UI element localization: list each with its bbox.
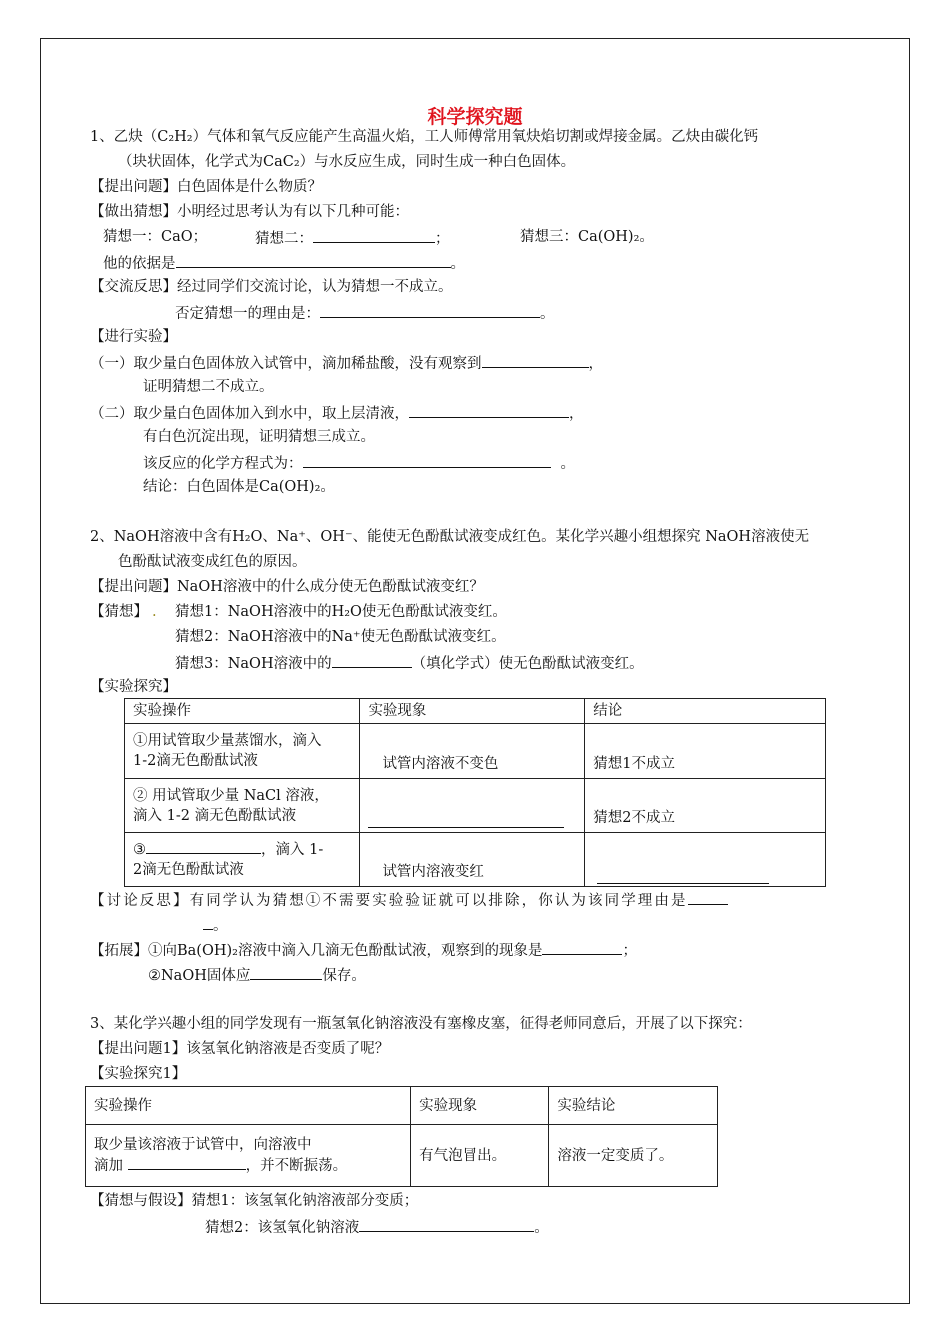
q2-th-operation: 实验操作 bbox=[125, 699, 360, 724]
q1-exp1-line2: 证明猜想二不成立。 bbox=[143, 379, 274, 395]
q1-equation-blank[interactable] bbox=[303, 453, 551, 468]
q2-r3-operation-blank[interactable] bbox=[146, 839, 261, 854]
q3-guess-2-blank[interactable] bbox=[359, 1217, 534, 1232]
table-row bbox=[125, 833, 826, 887]
q1-exp1-line1: （一）取少量白色固体放入试管中，滴加稀盐酸，没有观察到 ， bbox=[90, 353, 603, 373]
q2-r3-conclusion bbox=[585, 833, 826, 887]
q1-exp2-line2: 有白色沉淀出现，证明猜想三成立。 bbox=[143, 429, 375, 445]
q2-r3-conclusion-blank[interactable] bbox=[597, 869, 769, 884]
q2-extension-1: 【拓展】①向Ba(OH)₂溶液中滴入几滴无色酚酞试液，观察到的现象是 ； bbox=[90, 940, 637, 960]
q1-ask: 【提出问题】白色固体是什么物质？ bbox=[90, 179, 322, 195]
q2-r1-operation: ①用试管取少量蒸馏水，滴入 1-2滴无色酚酞试液 bbox=[125, 724, 360, 779]
q3-th-conclusion: 实验结论 bbox=[549, 1087, 718, 1125]
q2-discussion-blank[interactable] bbox=[688, 890, 728, 905]
q2-guess-3-blank[interactable] bbox=[332, 653, 412, 668]
q2-guess-3: 猜想3：NaOH溶液中的 （填化学式）使无色酚酞试液变红。 bbox=[175, 653, 644, 673]
q1-guess: 【做出猜想】小明经过思考认为有以下几种可能： bbox=[90, 204, 409, 220]
q1-line2: （块状固体，化学式为CaC₂）与水反应生成，同时生成一种白色固体。 bbox=[118, 154, 576, 170]
q2-guess-1: 猜想1：NaOH溶液中的H₂O使无色酚酞试液变红。 bbox=[175, 604, 507, 620]
q3-operation-cell: 取少量该溶液于试管中，向溶液中 滴加 ，并不断振荡。 bbox=[86, 1125, 411, 1187]
q3-reagent-blank[interactable] bbox=[128, 1155, 246, 1170]
q2-extension-2-blank[interactable] bbox=[250, 965, 322, 980]
q2-guess-2: 猜想2：NaOH溶液中的Na⁺使无色酚酞试液变红。 bbox=[175, 629, 506, 645]
q2-ask: 【提出问题】NaOH溶液中的什么成分使无色酚酞试液变红？ bbox=[90, 579, 484, 595]
q2-discussion-end: 。 bbox=[203, 915, 228, 935]
q1-reason-blank[interactable] bbox=[320, 303, 540, 318]
q1-guess-2-blank[interactable] bbox=[313, 228, 435, 243]
q2-r2-operation: ② 用试管取少量 NaCl 溶液， 滴入 1-2 滴无色酚酞试液 bbox=[125, 779, 360, 833]
q3-experiment-table bbox=[85, 1086, 718, 1187]
q1-exp2-blank[interactable] bbox=[409, 403, 569, 418]
q2-extension-1-blank[interactable] bbox=[542, 940, 622, 955]
q2-experiment-table bbox=[124, 698, 826, 887]
q1-reason: 否定猜想一的理由是： 。 bbox=[175, 303, 555, 323]
q2-r2-phenomenon-blank[interactable] bbox=[368, 813, 564, 828]
q2-explore-heading: 【实验探究】 bbox=[90, 679, 177, 695]
q3-hypothesis: 【猜想与假设】猜想1：该氢氧化钠溶液部分变质； bbox=[90, 1193, 419, 1209]
q3-ask: 【提出问题1】该氢氧化钠溶液是否变质了呢？ bbox=[90, 1041, 390, 1057]
q1-equation: 该反应的化学方程式为： 。 bbox=[143, 453, 575, 473]
q2-r1-phenomenon: 试管内溶液不变色 bbox=[360, 724, 585, 779]
q2-r3-phenomenon: 试管内溶液变红 bbox=[360, 833, 585, 887]
q2-r3-operation: ③ ，滴入 1- 2滴无色酚酞试液 bbox=[125, 833, 360, 887]
q1-exp2-line1: （二）取少量白色固体加入到水中，取上层清液， ， bbox=[90, 403, 584, 423]
q2-r2-conclusion: 猜想2不成立 bbox=[585, 779, 826, 833]
q1-exp1-blank[interactable] bbox=[482, 353, 589, 368]
q2-line1: 2、NaOH溶液中含有H₂O、Na⁺、OH⁻、能使无色酚酞试液变成红色。某化学兴趣小组想探究 NaOH溶液使无 bbox=[90, 529, 810, 545]
q2-r2-phenomenon bbox=[360, 779, 585, 833]
q1-conclusion: 结论：白色固体是Ca(OH)₂。 bbox=[143, 479, 335, 495]
q3-th-operation: 实验操作 bbox=[86, 1087, 411, 1125]
table-row bbox=[86, 1125, 718, 1187]
q3-guess-2: 猜想2：该氢氧化钠溶液 。 bbox=[205, 1217, 549, 1237]
q2-discussion: 【讨论反思】有同学认为猜想①不需要实验验证就可以排除，你认为该同学理由是 bbox=[90, 890, 728, 910]
page-title: 科学探究题 bbox=[427, 106, 523, 128]
table-row bbox=[125, 779, 826, 833]
q1-basis-blank[interactable] bbox=[176, 253, 451, 268]
q2-th-phenomenon: 实验现象 bbox=[360, 699, 585, 724]
q2-line2: 色酚酞试液变成红色的原因。 bbox=[118, 554, 307, 570]
q2-r1-conclusion: 猜想1不成立 bbox=[585, 724, 826, 779]
q2-guess-label: 【猜想】 . bbox=[90, 604, 157, 620]
q3-conclusion-cell: 溶液一定变质了。 bbox=[549, 1125, 718, 1187]
q1-basis: 他的依据是 。 bbox=[103, 253, 465, 273]
q3-th-phenomenon: 实验现象 bbox=[411, 1087, 549, 1125]
q1-guess-3: 猜想三：Ca(OH)₂。 bbox=[520, 229, 654, 245]
q1-guess-1: 猜想一：CaO； bbox=[103, 229, 208, 245]
q1-experiment-heading: 【进行实验】 bbox=[90, 329, 177, 345]
q2-th-conclusion: 结论 bbox=[585, 699, 826, 724]
q3-explore-heading: 【实验探究1】 bbox=[90, 1066, 187, 1082]
q1-guess-2: 猜想二： ； bbox=[255, 228, 450, 248]
q3-line1: 3、某化学兴趣小组的同学发现有一瓶氢氧化钠溶液没有塞橡皮塞，征得老师同意后，开展了以下探究： bbox=[90, 1016, 752, 1032]
q2-extension-2: ②NaOH固体应 保存。 bbox=[148, 965, 366, 985]
q1-reflect: 【交流反思】经过同学们交流讨论，认为猜想一不成立。 bbox=[90, 279, 453, 295]
q1-line1: 1、乙炔（C₂H₂）气体和氧气反应能产生高温火焰，工人师傅常用氧炔焰切割或焊接金属。乙炔由碳化钙 bbox=[90, 129, 759, 145]
table-row bbox=[125, 724, 826, 779]
q3-phenomenon-cell: 有气泡冒出。 bbox=[411, 1125, 549, 1187]
